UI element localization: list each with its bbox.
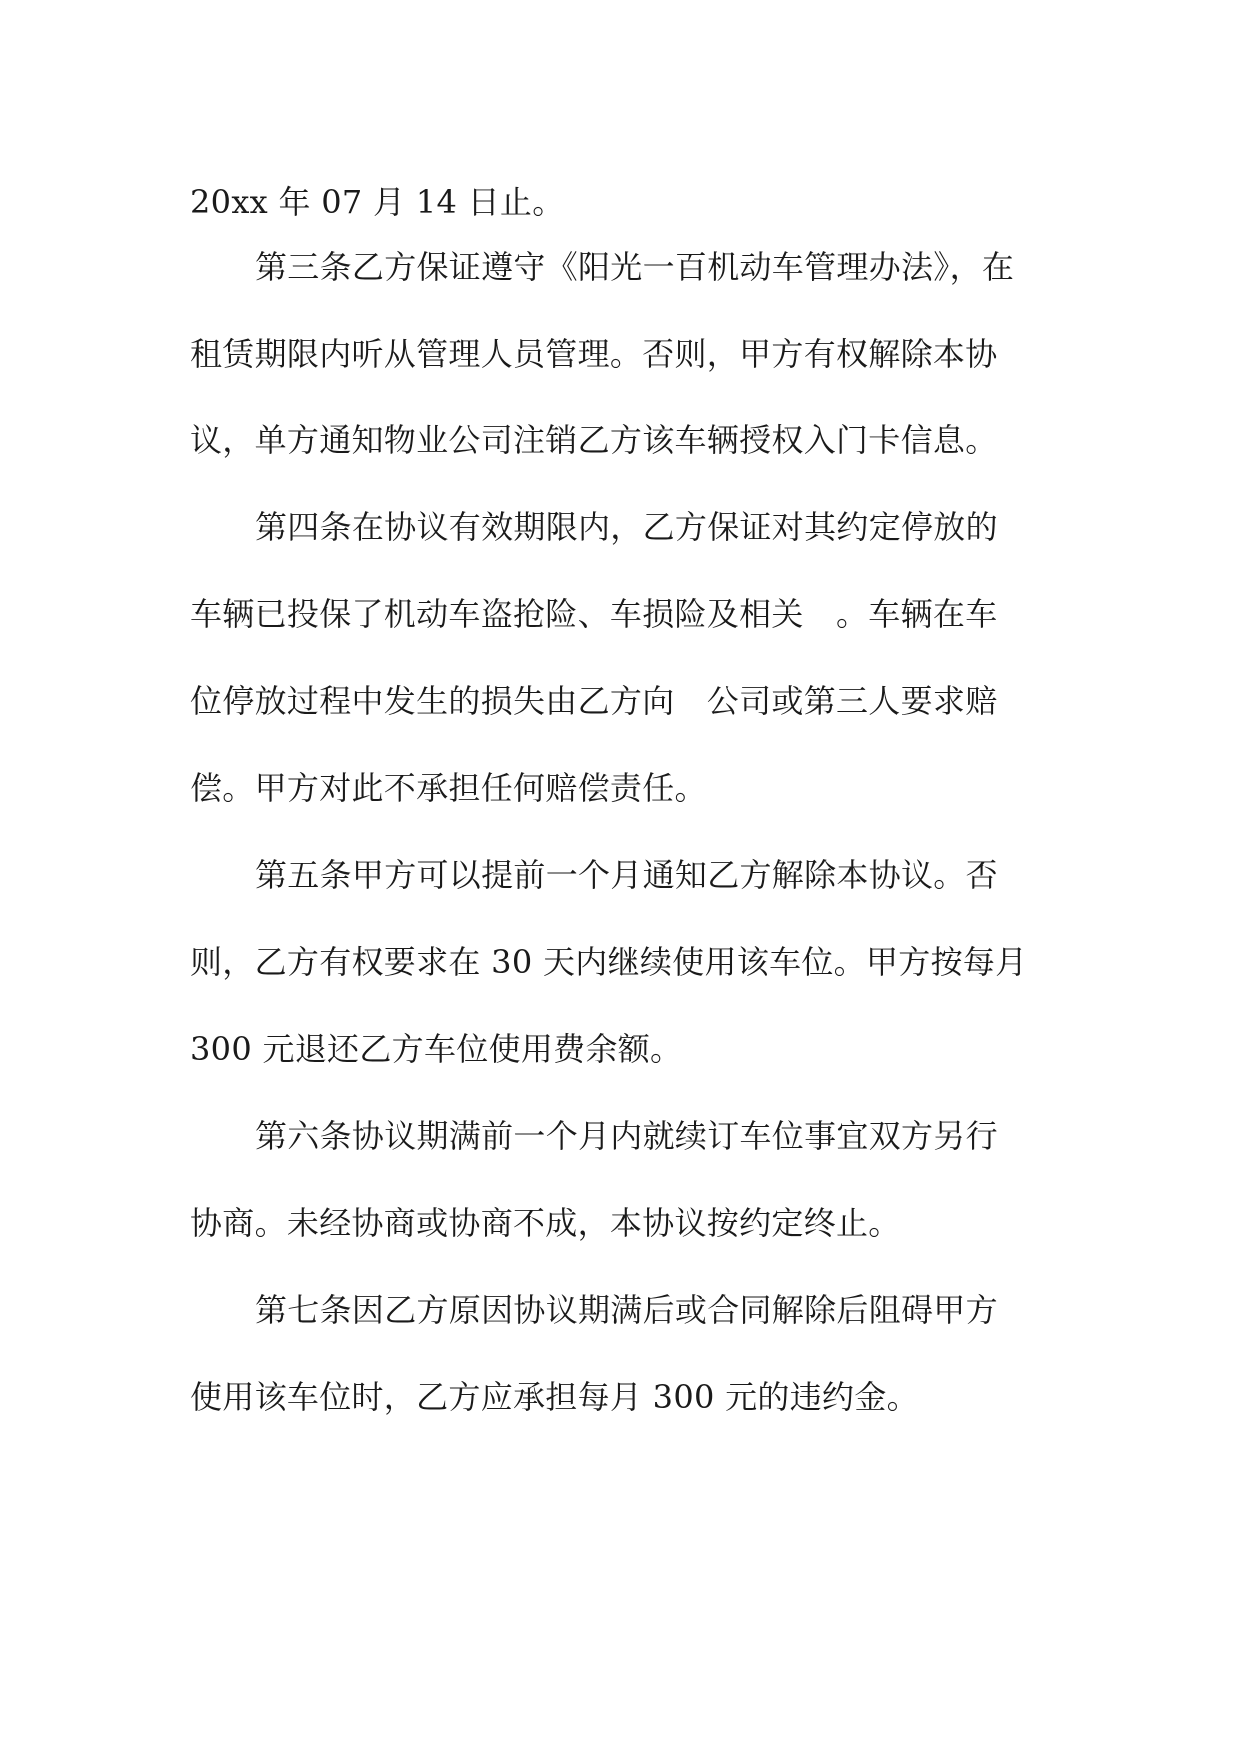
text-line: 位停放过程中发生的损失由乙方向 公司或第三人要求赔 xyxy=(190,682,998,720)
text-line: 使用该车位时，乙方应承担每月 300 元的违约金。 xyxy=(190,1378,919,1416)
text-line: 300 元退还乙方车位使用费余额。 xyxy=(190,1030,683,1068)
article-4-line: 第四条在协议有效期限内，乙方保证对其约定停放的 xyxy=(255,508,998,546)
text-line: 偿。甲方对此不承担任何赔偿责任。 xyxy=(190,769,707,807)
article-6-line: 第六条协议期满前一个月内就续订车位事宜双方另行 xyxy=(255,1117,998,1155)
text-line: 协商。未经协商或协商不成，本协议按约定终止。 xyxy=(190,1204,901,1242)
text-line: 租赁期限内听从管理人员管理。否则，甲方有权解除本协 xyxy=(190,335,998,373)
article-3-line: 第三条乙方保证遵守《阳光一百机动车管理办法》，在 xyxy=(255,248,1015,286)
text-line: 则，乙方有权要求在 30 天内继续使用该车位。甲方按每月 xyxy=(190,943,1028,981)
article-5-line: 第五条甲方可以提前一个月通知乙方解除本协议。否 xyxy=(255,856,998,894)
text-line: 20xx 年 07 月 14 日止。 xyxy=(190,183,565,221)
text-line: 议，单方通知物业公司注销乙方该车辆授权入门卡信息。 xyxy=(190,421,998,459)
article-7-line: 第七条因乙方原因协议期满后或合同解除后阻碍甲方 xyxy=(255,1291,998,1329)
text-line: 车辆已投保了机动车盗抢险、车损险及相关 。车辆在车 xyxy=(190,595,998,633)
